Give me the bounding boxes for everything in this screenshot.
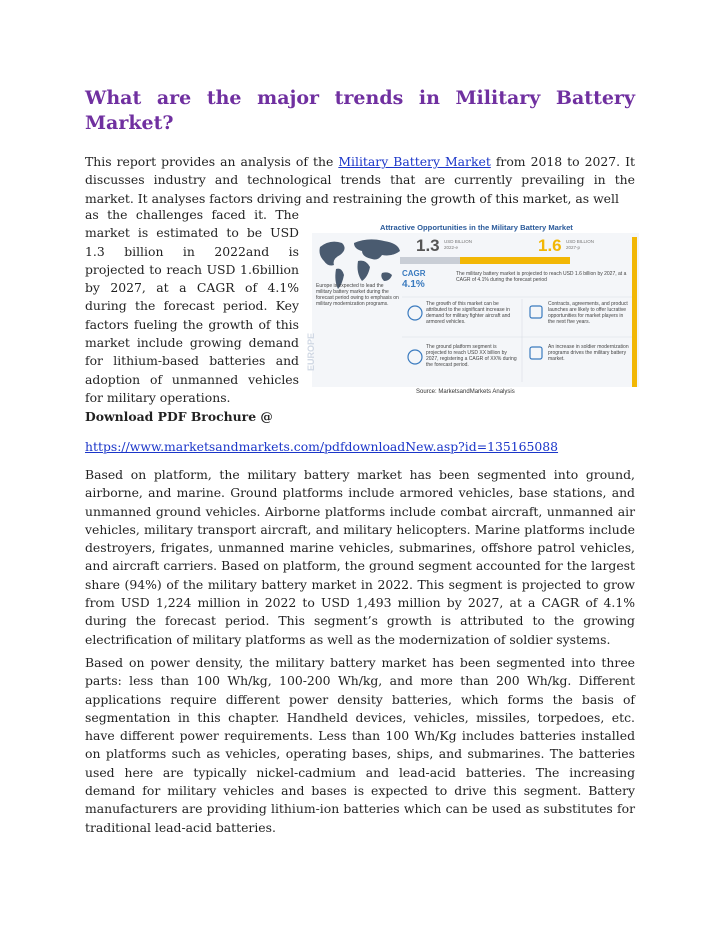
cagr-label: CAGR — [402, 269, 426, 278]
value-2027-year: 2027-p — [566, 245, 581, 250]
value-2027: 1.6 — [538, 236, 562, 255]
contracts-text: Contracts, agreements, and product launches are likely to offer lucrative opportunities for market players in the next five years. — [548, 301, 628, 325]
power-density-paragraph: Based on power density, the military battery market has been segmented into three parts: less than 100 Wh/kg, 100-200 Wh/kg, and more than 200 Wh/kg. Different applications require different power density batteries, which forms the basis of segmentation in this chapter. Handheld devices, vehicles, missiles, torpedoes, etc. have different power requirements. Less than 100 Wh/Kg includes batteries installed on platforms such as vehicles, operating bases, ships, and submarines. The batteries used here are typically nickel-cadmium and lead-acid batteries. The increasing demand for military vehicles and bases is expected to drive this segment. Battery manufacturers are providing lithium-ion batteries which can be used as substitutes for traditional lead-acid batteries. — [85, 655, 635, 835]
download-brochure-link[interactable]: https://www.marketsandmarkets.com/pdfdownloadNew.asp?id=135165088 — [85, 439, 559, 454]
download-brochure-label: Download PDF Brochure @ — [85, 409, 273, 424]
projection-text: The military battery market is projected to reach USD 1.6 billion by 2027, at a CAGR of 4.1% during the forecast period — [456, 271, 627, 283]
europe-text: Europe is expected to lead the military battery market during the forecast period owing to emphasis on military modernization programs. — [316, 283, 399, 307]
soldier-text: An increase in soldier modernization programs drives the military battery market. — [548, 344, 629, 362]
infographic-source: Source: MarketsandMarkets Analysis — [416, 389, 515, 395]
intro-text-start: This report provides an analysis of the — [85, 154, 339, 169]
value-2022: 1.3 — [416, 236, 440, 255]
intro-continued-paragraph: as the challenges faced it. The market is estimated to be USD 1.3 billion in 2022and is projected to reach USD 1.6billion by 2027, at a CAGR of 4.1% during the forecast period. Key factors fueling the growth of this market include growing demand for lithium-based batteries and adoption of unmanned vehicles for military operations. — [85, 207, 299, 405]
infographic-title: Attractive Opportunities in the Military Battery Market — [380, 223, 573, 232]
platform-paragraph: Based on platform, the military battery market has been segmented into ground, airborne, and marine. Ground platforms include armored vehicles, base stations, and unmanned ground vehicles. Airborne platforms include combat aircraft, unmanned air vehicles, military transport aircraft, and military helicopters. Marine platforms include destroyers, frigates, unmanned marine vehicles, submarines, offshore patrol vehicles, and aircraft carriers. Based on platform, the ground segment accounted for the largest share (94%) of the military battery market in 2022. This segment is projected to grow from USD 1,224 million in 2022 to USD 1,493 million by 2027, at a CAGR of 4.1% during the forecast period. This segment’s growth is attributed to the growing electrification of military platforms as well as the modernization of soldier systems. — [85, 467, 635, 647]
page-title: What are the major trends in Military Battery Market? — [85, 87, 635, 134]
military-battery-market-link[interactable]: Military Battery Market — [338, 154, 491, 169]
intro-paragraph — [85, 153, 635, 208]
value-2022-year: 2022-e — [444, 245, 459, 250]
europe-watermark: EUROPE — [306, 332, 317, 372]
market-infographic — [306, 217, 639, 402]
value-2027-unit: USD BILLION — [566, 239, 595, 244]
cagr-value: 4.1% — [402, 279, 425, 290]
intro-text-end: from 2018 to 2027. It discusses industry and technological trends that are currently prevailing in the market. It analyses factors driving and restraining the growth of this market, as well — [85, 154, 635, 206]
ground-text: The ground platform segment is projected to reach USD XX billion by 2027, registering a CAGR of XX% during the forecast period. — [426, 344, 517, 368]
value-2022-unit: USD BILLION — [444, 239, 473, 244]
growth-text: The growth of this market can be attributed to the significant increase in demand for military fighter aircraft and armored vehicles. — [426, 301, 511, 325]
